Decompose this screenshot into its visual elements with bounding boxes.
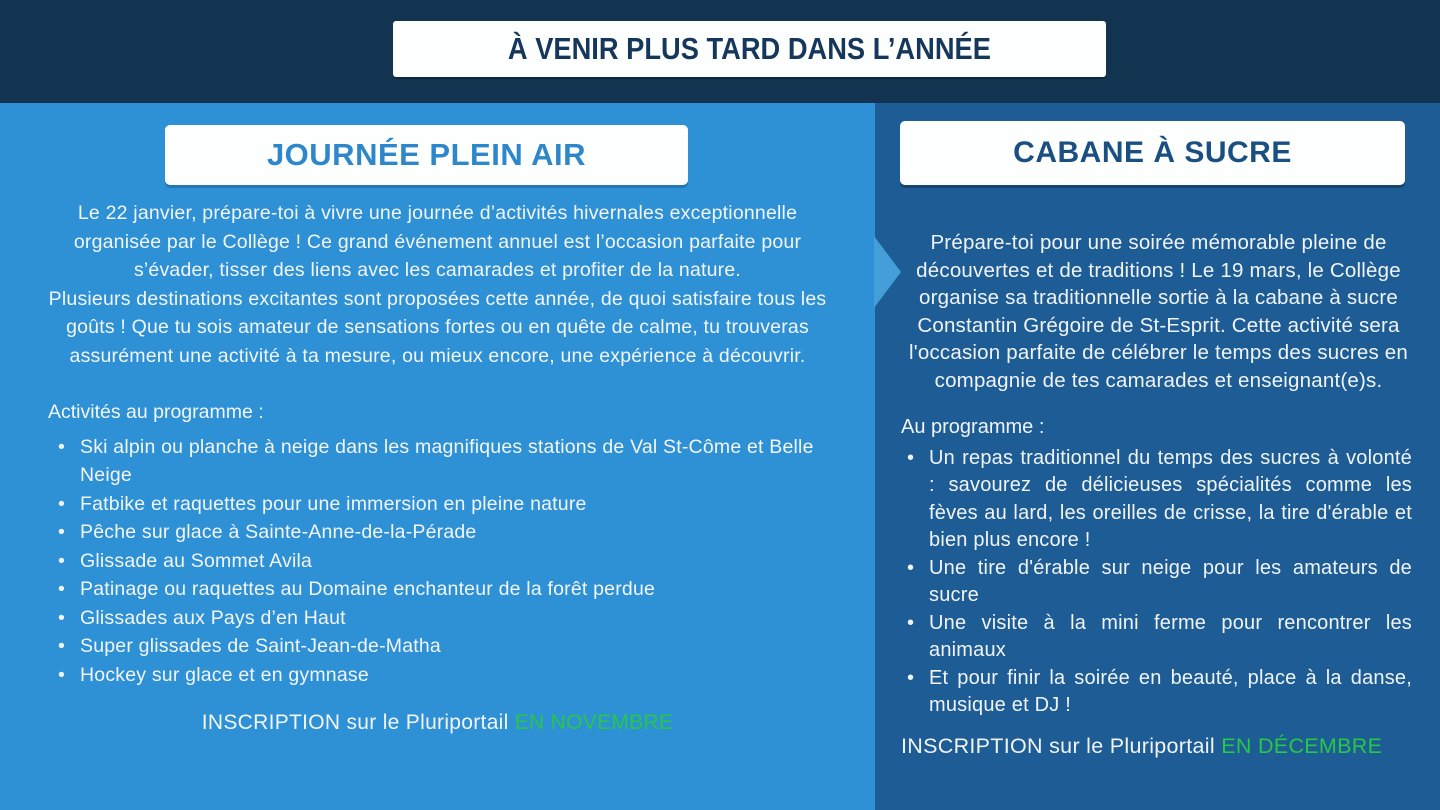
left-program-label: Activités au programme : [48, 401, 264, 423]
header-title-box [393, 21, 1106, 77]
left-panel-title: JOURNÉE PLEIN AIR [266, 137, 587, 172]
page-title: À VENIR PLUS TARD DANS L’ANNÉE [507, 31, 991, 66]
list-item: • Patinage ou raquettes au Domaine enchanteur de la forêt perdue [56, 575, 839, 604]
list-item: • Un repas traditionnel du temps des sucres à volonté : savourez de délicieuses spécialités comme les fèves au lard, les oreilles de crisse, la tire d'érable et bien plus encore ! [905, 445, 1412, 555]
right-panel-title-box [900, 121, 1405, 185]
right-intro-paragraph: Prépare-toi pour une soirée mémorable pleine de découvertes et de traditions ! Le 19 mars, le Collège organise sa traditionnelle sortie à la cabane à sucre Constantin Grégoire de St-Esprit. Cette activité sera l'occasion parfaite de célébrer le temps des sucres en compagnie de tes camarades et enseignant(e)s. [909, 231, 1408, 392]
list-item: • Glissade au Sommet Avila [56, 547, 839, 576]
list-item: • Super glissades de Saint-Jean-de-Matha [56, 632, 839, 661]
right-inscription-text: INSCRIPTION sur le Pluriportail [901, 733, 1215, 758]
left-activities-list [56, 433, 839, 690]
right-program-label: Au programme : [901, 416, 1045, 438]
list-item: • Et pour finir la soirée en beauté, place à la danse, musique et DJ ! [905, 665, 1412, 720]
left-inscription [0, 711, 875, 735]
panel-journee-plein-air [0, 103, 875, 810]
left-panel-title-box [165, 125, 688, 185]
list-item: • Une tire d'érable sur neige pour les amateurs de sucre [905, 555, 1412, 610]
left-inscription-date: EN NOVEMBRE [514, 711, 674, 734]
list-item: • Fatbike et raquettes pour une immersion en pleine nature [56, 490, 839, 519]
panel-cabane-a-sucre [875, 103, 1440, 810]
list-item: • Pêche sur glace à Sainte-Anne-de-la-Pérade [56, 518, 839, 547]
right-panel-title: CABANE À SUCRE [1013, 136, 1292, 169]
left-inscription-text: INSCRIPTION sur le Pluriportail [201, 711, 509, 734]
right-inscription [901, 734, 1440, 759]
content-columns [0, 103, 1440, 810]
left-intro-paragraph-2: Plusieurs destinations excitantes sont proposées cette année, de quoi satisfaire tous les goûts ! Que tu sois amateur de sensations fortes ou en quête de calme, tu trouveras assurément une activité à ta mesure, ou mieux encore, une expérience à découvrir. [48, 287, 827, 367]
arrow-right-icon [874, 236, 901, 308]
list-item: • Une visite à la mini ferme pour rencontrer les animaux [905, 610, 1412, 665]
list-item: • Hockey sur glace et en gymnase [56, 661, 839, 690]
list-item: • Glissades aux Pays d’en Haut [56, 604, 839, 633]
right-activities-list [905, 445, 1412, 720]
header-band [0, 0, 1440, 103]
right-inscription-date: EN DÉCEMBRE [1221, 733, 1383, 758]
left-intro-paragraph-1: Le 22 janvier, prépare-toi à vivre une journée d’activités hivernales exceptionnelle organisée par le Collège ! Ce grand événement annuel est l’occasion parfaite pour s’évader, tisser des liens avec les camarades et profiter de la nature. [73, 202, 802, 281]
list-item: • Ski alpin ou planche à neige dans les magnifiques stations de Val St-Côme et Belle Neige [56, 433, 839, 490]
